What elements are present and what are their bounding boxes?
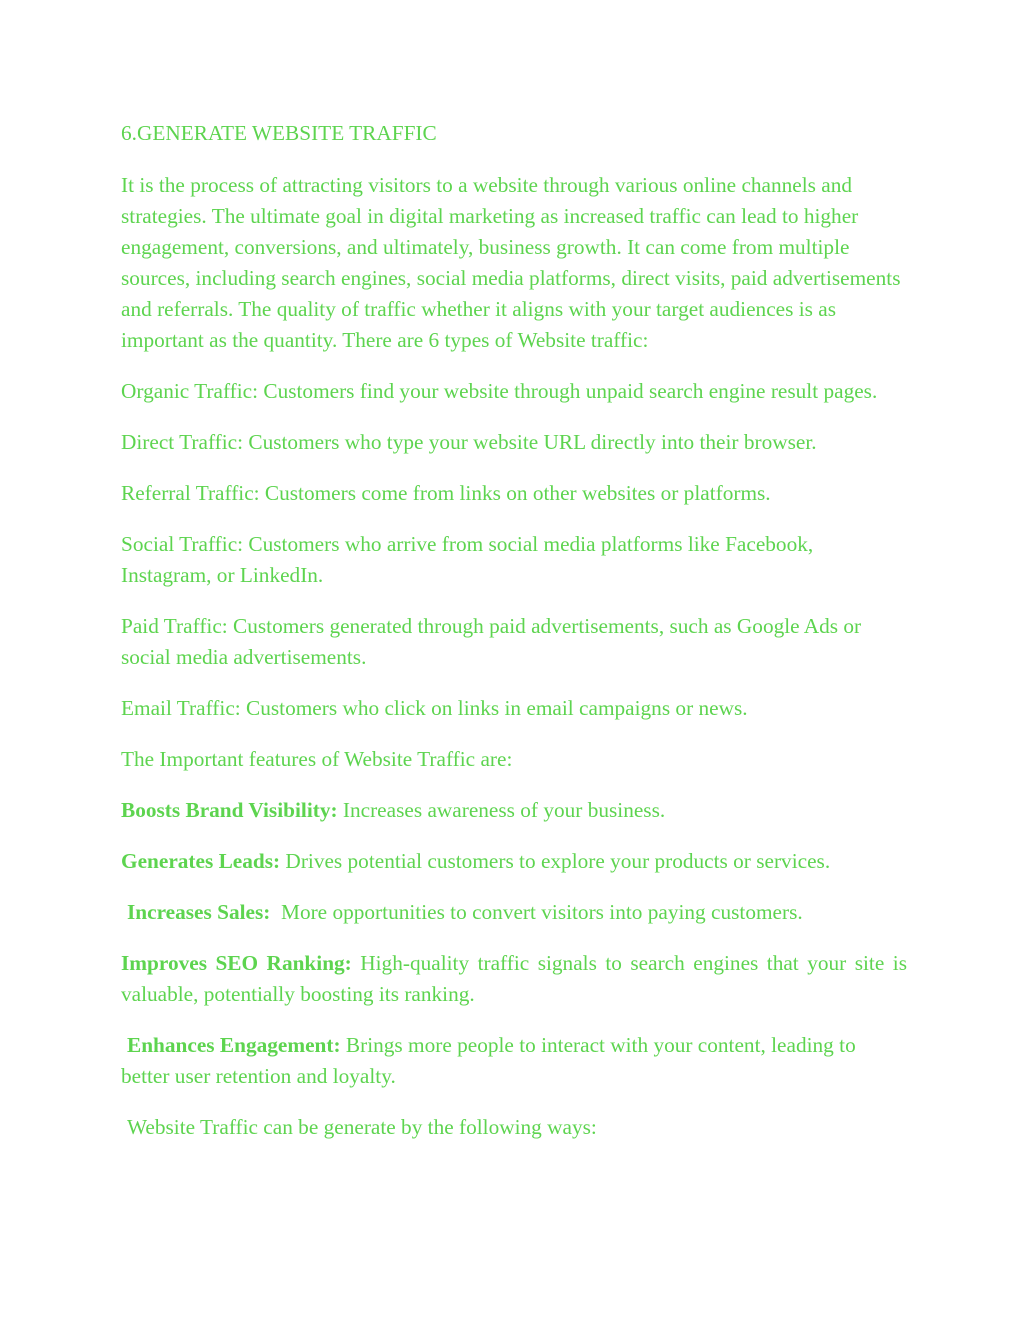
feature-term: Generates Leads: [121,849,281,873]
feature-term: Improves SEO Ranking: [121,951,352,975]
feature-item-engagement [121,1030,907,1092]
feature-item-seo [121,948,907,1010]
feature-description: Brings more people to interact with your content, leading to better user retention and loyalty. [121,1033,856,1088]
traffic-type-referral: Referral Traffic: Customers come from links on other websites or platforms. [121,481,771,505]
closing-line: Website Traffic can be generate by the following ways: [127,1115,597,1139]
intro-paragraph: It is the process of attracting visitors to a website through various online channels and strategies. The ultimate goal in digital marketing as increased traffic can lead to higher engagement, conversions, and ultimately, business growth. It can come from multiple sources, including search engines, social media platforms, direct visits, paid advertisements and referrals. The quality of traffic whether it aligns with your target audiences is as important as the quantity. There are 6 types of Website traffic: [121,173,901,352]
traffic-type-social: Social Traffic: Customers who arrive from social media platforms like Facebook, Instagram, or LinkedIn. [121,532,814,587]
feature-term: Enhances Engagement: [127,1033,341,1057]
traffic-type-paid: Paid Traffic: Customers generated through paid advertisements, such as Google Ads or social media advertisements. [121,614,862,669]
features-intro: The Important features of Website Traffic are: [121,747,513,771]
traffic-type-email: Email Traffic: Customers who click on links in email campaigns or news. [121,696,748,720]
feature-description: Drives potential customers to explore your products or services. [280,849,831,873]
traffic-type-direct: Direct Traffic: Customers who type your website URL directly into their browser. [121,430,817,454]
feature-description: More opportunities to convert visitors into paying customers. [270,900,803,924]
feature-item-visibility [121,795,907,826]
feature-item-sales [121,897,907,928]
feature-term: Boosts Brand Visibility: [121,798,338,822]
traffic-type-organic: Organic Traffic: Customers find your website through unpaid search engine result pages. [121,379,878,403]
section-heading: 6.GENERATE WEBSITE TRAFFIC [121,121,437,145]
feature-description: High-quality traffic signals to search engines that your site is valuable, potentially boosting its ranking. [121,951,907,1006]
feature-term: Increases Sales: [127,900,271,924]
document-page [121,118,907,1163]
feature-description: Increases awareness of your business. [337,798,666,822]
feature-item-leads [121,846,907,877]
